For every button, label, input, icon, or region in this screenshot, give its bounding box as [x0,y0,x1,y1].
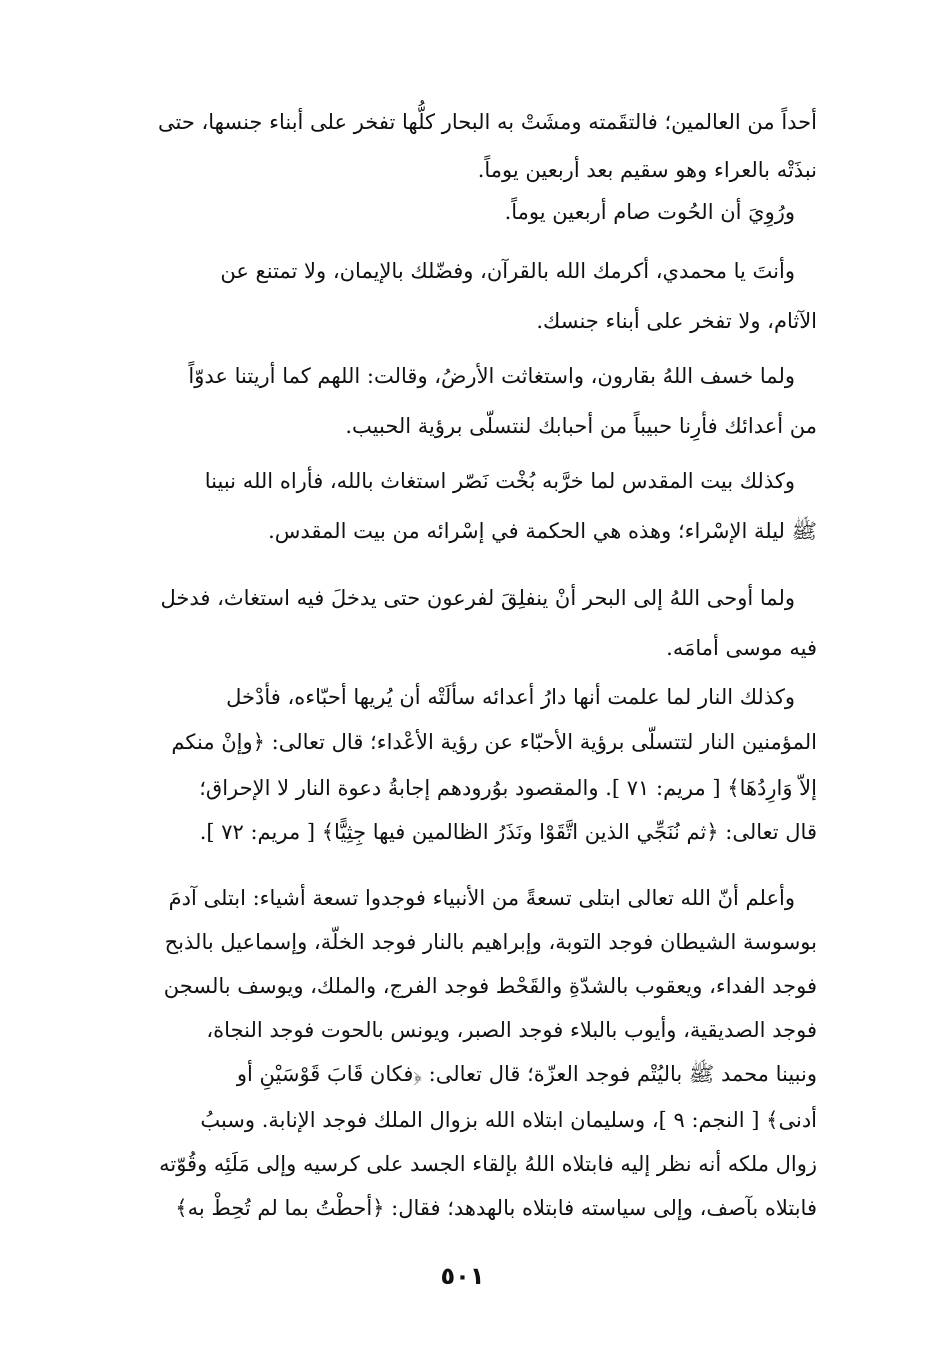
text-line: وأعلم أنّ الله تعالى ابتلى تسعةً من الأنبياء فوجدوا تسعة أشياء: ابتلى آدمَ [168,886,795,910]
text-line: فيه موسى أمامَه. [666,636,817,660]
text-line: الآثام، ولا تفخر على أبناء جنسك. [536,309,817,333]
text-line: إلاّ وَارِدُهَا﴾ [ مريم: ٧١ ]. والمقصود بوُرودهم إجابةُ دعوة النار لا الإحراق؛ [199,776,817,800]
text-line: المؤمنين النار لتتسلّى برؤية الأحبّاء عن رؤية الأعْداء؛ قال تعالى: ﴿وإنْ منكم [171,730,817,754]
text-line: زوال ملكه أنه نظر إليه فابتلاه اللهُ بإلقاء الجسد على كرسيه وإلى مَلَئِه وقُوّته [159,1152,817,1176]
text-line: ولما خسف اللهُ بقارون، واستغاثت الأرضُ، وقالت: اللهم كما أريتنا عدوّاً [188,364,795,388]
text-line: ورُوِيَ أن الحُوت صام أربعين يوماً. [504,200,795,224]
text-line: وأنتَ يا محمدي، أكرمك الله بالقرآن، وفضّلك بالإيمان، ولا تمتنع عن [220,259,795,283]
text-line: ﷺ ليلة الإسْراء؛ وهذه هي الحكمة في إسْرائه من بيت المقدس. [268,519,817,543]
text-line: وكذلك بيت المقدس لما خرَّبه بُخْت نَصّر استغاث بالله، فأراه الله نبينا [204,469,795,493]
text-line: أحداً من العالمين؛ فالتقَمته ومشَتْ به البحار كلُّها تفخر على أبناء جنسها، حتى [158,110,817,134]
text-line: أدنى﴾ [ النجم: ٩ ]، وسليمان ابتلاه الله بزوال الملك فوجد الإنابة. وسببُ [200,1108,817,1132]
text-line: ونبينا محمد ﷺ باليُتْم فوجد العزّة؛ قال تعالى: ﴿فكان قَابَ قَوْسَيْنِ أو [236,1062,817,1086]
text-line: فوجد الصديقية، وأيوب بالبلاء فوجد الصبر، ويونس بالحوت فوجد النجاة، [206,1018,817,1042]
text-line: نبذَتْه بالعراء وهو سقيم بعد أربعين يوماً. [477,158,817,182]
text-line: قال تعالى: ﴿ثم نُنَجِّي الذين اتَّقَوْا ونَذَرُ الظالمين فيها جِثِيًّا﴾ [ مريم: ٧٢ ]. [199,820,817,844]
text-line: ولما أوحى اللهُ إلى البحر أنْ ينفلِقَ لفرعون حتى يدخلَ فيه استغاث، فدخل [160,586,795,610]
text-line: بوسوسة الشيطان فوجد التوبة، وإبراهيم بالنار فوجد الخلّة، وإسماعيل بالذبح [164,930,817,954]
text-line: من أعدائك فأرِنا حبيباً من أحبابك لنتسلّى برؤية الحبيب. [345,414,817,438]
text-line: وكذلك النار لما علمت أنها دارُ أعدائه سألَتْه أن يُريها أحبّاءه، فأدْخل [226,685,795,709]
text-line: فوجد الفداء، ويعقوب بالشدّةِ والقَحْط فوجد الفرج، والملك، ويوسف بالسجن [163,974,817,998]
text-line: فابتلاه بآصف، وإلى سياسته فابتلاه بالهدهد؛ فقال: ﴿أحطْتُ بما لم تُحِطْ به﴾ [175,1196,817,1220]
page-number: ٥٠١ [440,1262,485,1290]
